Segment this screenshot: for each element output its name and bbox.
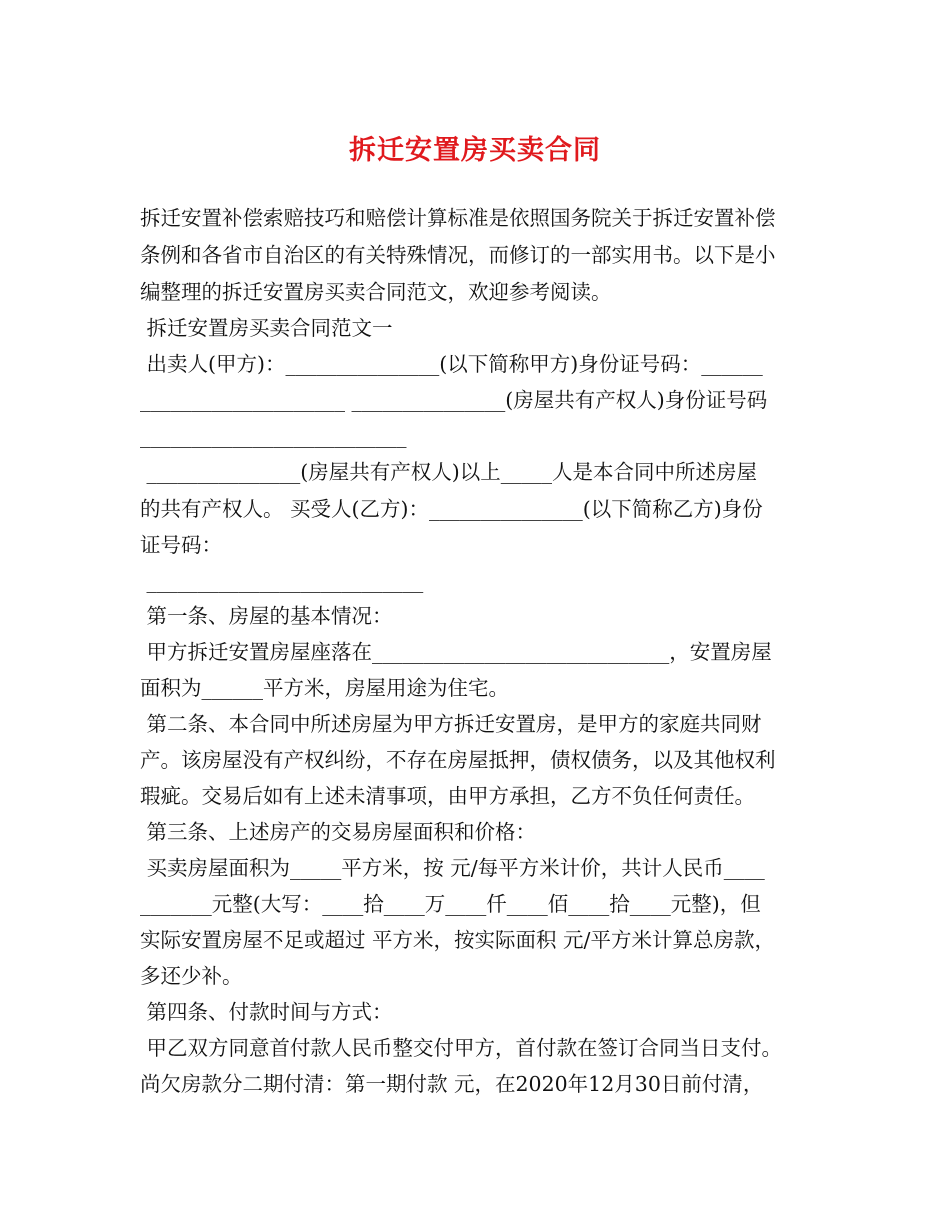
text-line: 拆迁安置补偿索赔技巧和赔偿计算标准是依照国务院关于拆迁安置补偿 (140, 206, 776, 230)
text-line: 条例和各省市自治区的有关特殊情况，而修订的一部实用书。以下是小 (140, 243, 776, 267)
text-line: 拆迁安置房买卖合同范文一 (140, 316, 393, 340)
text-line: 买卖房屋面积为_____平方米，按 元/每平方米计价，共计人民币____ (140, 856, 765, 880)
text-line: 第二条、本合同中所述房屋为甲方拆迁安置房，是甲方的家庭共同财 (140, 712, 762, 736)
text-line: _______元整(大写：____拾____万____仟____佰____拾____元整)，但 (140, 892, 761, 916)
text-line: 实际安置房屋不足或超过 平方米，按实际面积 元/平方米计算总房款， (140, 928, 775, 952)
text-line: _______________(房屋共有产权人)以上_____人是本合同中所述房屋 (140, 460, 758, 484)
text-line: 尚欠房款分二期付清：第一期付款 元，在2020年12月30日前付清， (140, 1072, 764, 1096)
text-line: 瑕疵。交易后如有上述未清事项，由甲方承担，乙方不负任何责任。 (140, 784, 755, 808)
text-line: 产。该房屋没有产权纠纷，不存在房屋抵押，债权债务，以及其他权利 (140, 748, 776, 772)
text-line: 面积为______平方米，房屋用途为住宅。 (140, 676, 509, 700)
text-line: 编整理的拆迁安置房买卖合同范文，欢迎参考阅读。 (140, 280, 612, 304)
text-line: 第四条、付款时间与方式： (140, 1000, 393, 1024)
text-line: 出卖人(甲方)：_______________(以下简称甲方)身份证号码：______ (140, 352, 763, 376)
text-line: __________________________ (140, 424, 407, 448)
text-line: 多还少补。 (140, 964, 243, 988)
text-line: 第一条、房屋的基本情况： (140, 604, 393, 628)
text-line: ____________________ _______________(房屋共有产权人)身份证号码 (140, 388, 768, 412)
text-line: 甲方拆迁安置房屋座落在_____________________________，安置房屋 (140, 640, 772, 664)
text-line: 甲乙双方同意首付款人民币整交付甲方，首付款在签订合同当日支付。 (140, 1036, 783, 1060)
text-line: ___________________________ (140, 569, 424, 593)
document-title: 拆迁安置房买卖合同 (349, 135, 601, 166)
text-line: 第三条、上述房产的交易房屋面积和价格： (140, 820, 537, 844)
text-line: 证号码： (140, 533, 222, 557)
text-line: 的共有产权人。 买受人(乙方)：_______________(以下简称乙方)身份 (140, 497, 763, 521)
